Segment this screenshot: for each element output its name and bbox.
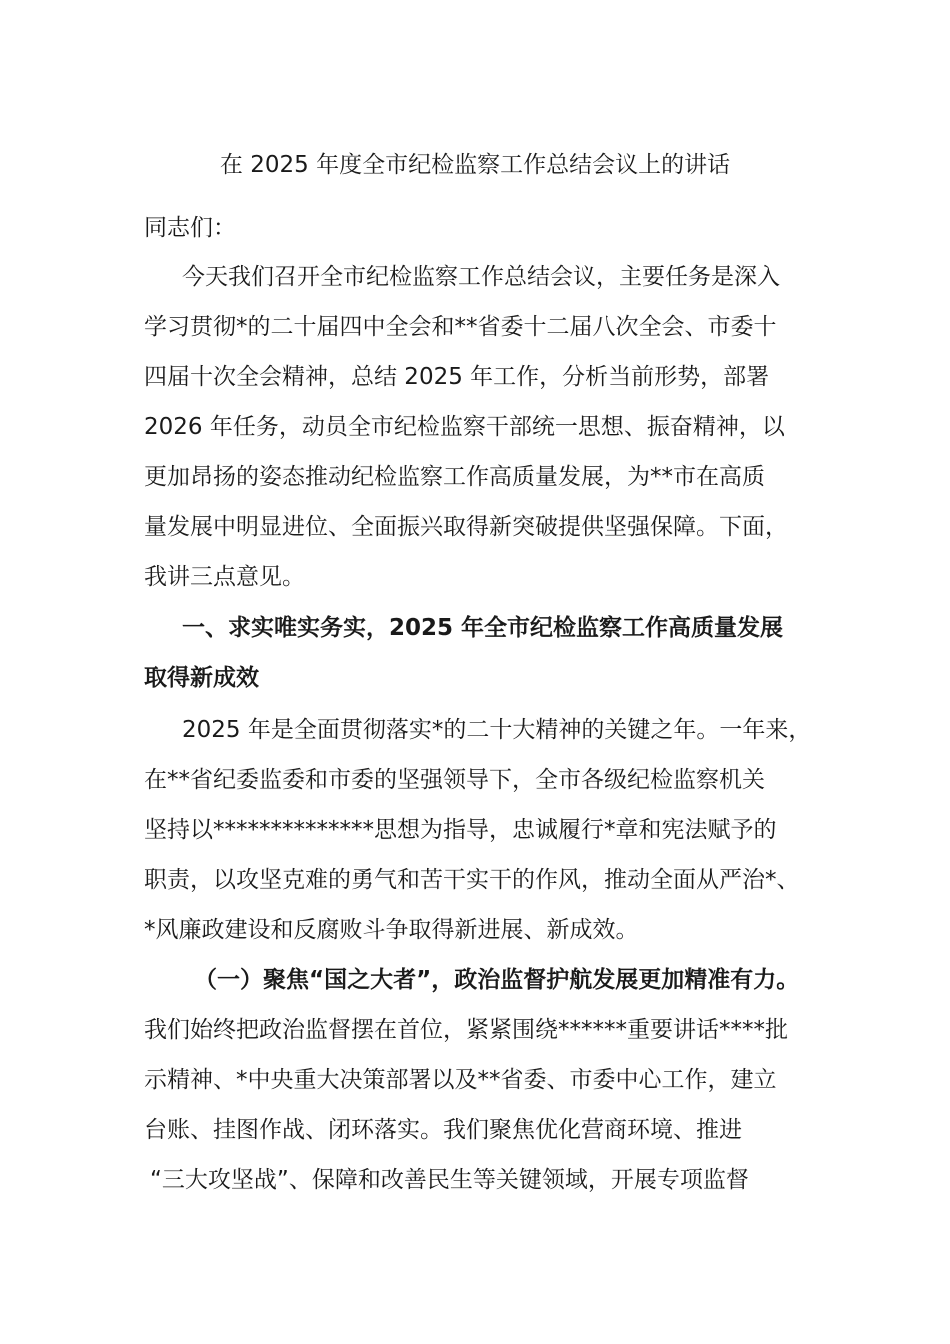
salutation: 同志们： bbox=[144, 215, 236, 241]
paragraph-line: 学习贯彻*的二十届四中全会和**省委十二届八次全会、市委十 bbox=[144, 314, 777, 340]
paragraph-line: 坚持以**************思想为指导，忠诚履行*章和宪法赋予的 bbox=[144, 817, 777, 843]
paragraph-line: 示精神、*中央重大决策部署以及**省委、市委中心工作，建立 bbox=[144, 1067, 777, 1093]
paragraph-line: “三大攻坚战”、保障和改善民生等关键领域，开展专项监督 bbox=[150, 1167, 749, 1193]
paragraph-line: *风廉政建设和反腐败斗争取得新进展、新成效。 bbox=[144, 917, 639, 943]
paragraph-line: 我讲三点意见。 bbox=[144, 564, 305, 590]
paragraph-line: 今天我们召开全市纪检监察工作总结会议，主要任务是深入 bbox=[182, 264, 780, 290]
paragraph-line: 四届十次全会精神，总结 2025 年工作，分析当前形势，部署 bbox=[144, 364, 770, 390]
paragraph-line: 台账、挂图作战、闭环落实。我们聚焦优化营商环境、推进 bbox=[144, 1117, 742, 1143]
section-heading: 一、求实唯实务实，2025 年全市纪检监察工作高质量发展 bbox=[182, 615, 784, 641]
page-title: 在 2025 年度全市纪检监察工作总结会议上的讲话 bbox=[219, 152, 731, 178]
paragraph-line: 在**省纪委监委和市委的坚强领导下，全市各级纪检监察机关 bbox=[144, 767, 765, 793]
paragraph-line: 职责，以攻坚克难的勇气和苦干实干的作风，推动全面从严治*、 bbox=[144, 867, 800, 893]
paragraph-line: 2025 年是全面贯彻落实*的二十大精神的关键之年。一年来， bbox=[182, 717, 812, 743]
section-heading: 取得新成效 bbox=[144, 665, 259, 691]
subsection-heading: （一）聚焦“国之大者”，政治监督护航发展更加精准有力。 bbox=[194, 967, 800, 993]
paragraph-line: 2026 年任务，动员全市纪检监察干部统一思想、振奋精神，以 bbox=[144, 414, 785, 440]
paragraph-line: 我们始终把政治监督摆在首位，紧紧围绕******重要讲话****批 bbox=[144, 1017, 788, 1043]
paragraph-line: 更加昂扬的姿态推动纪检监察工作高质量发展，为**市在高质 bbox=[144, 464, 765, 490]
paragraph-line: 量发展中明显进位、全面振兴取得新突破提供坚强保障。下面， bbox=[144, 514, 788, 540]
